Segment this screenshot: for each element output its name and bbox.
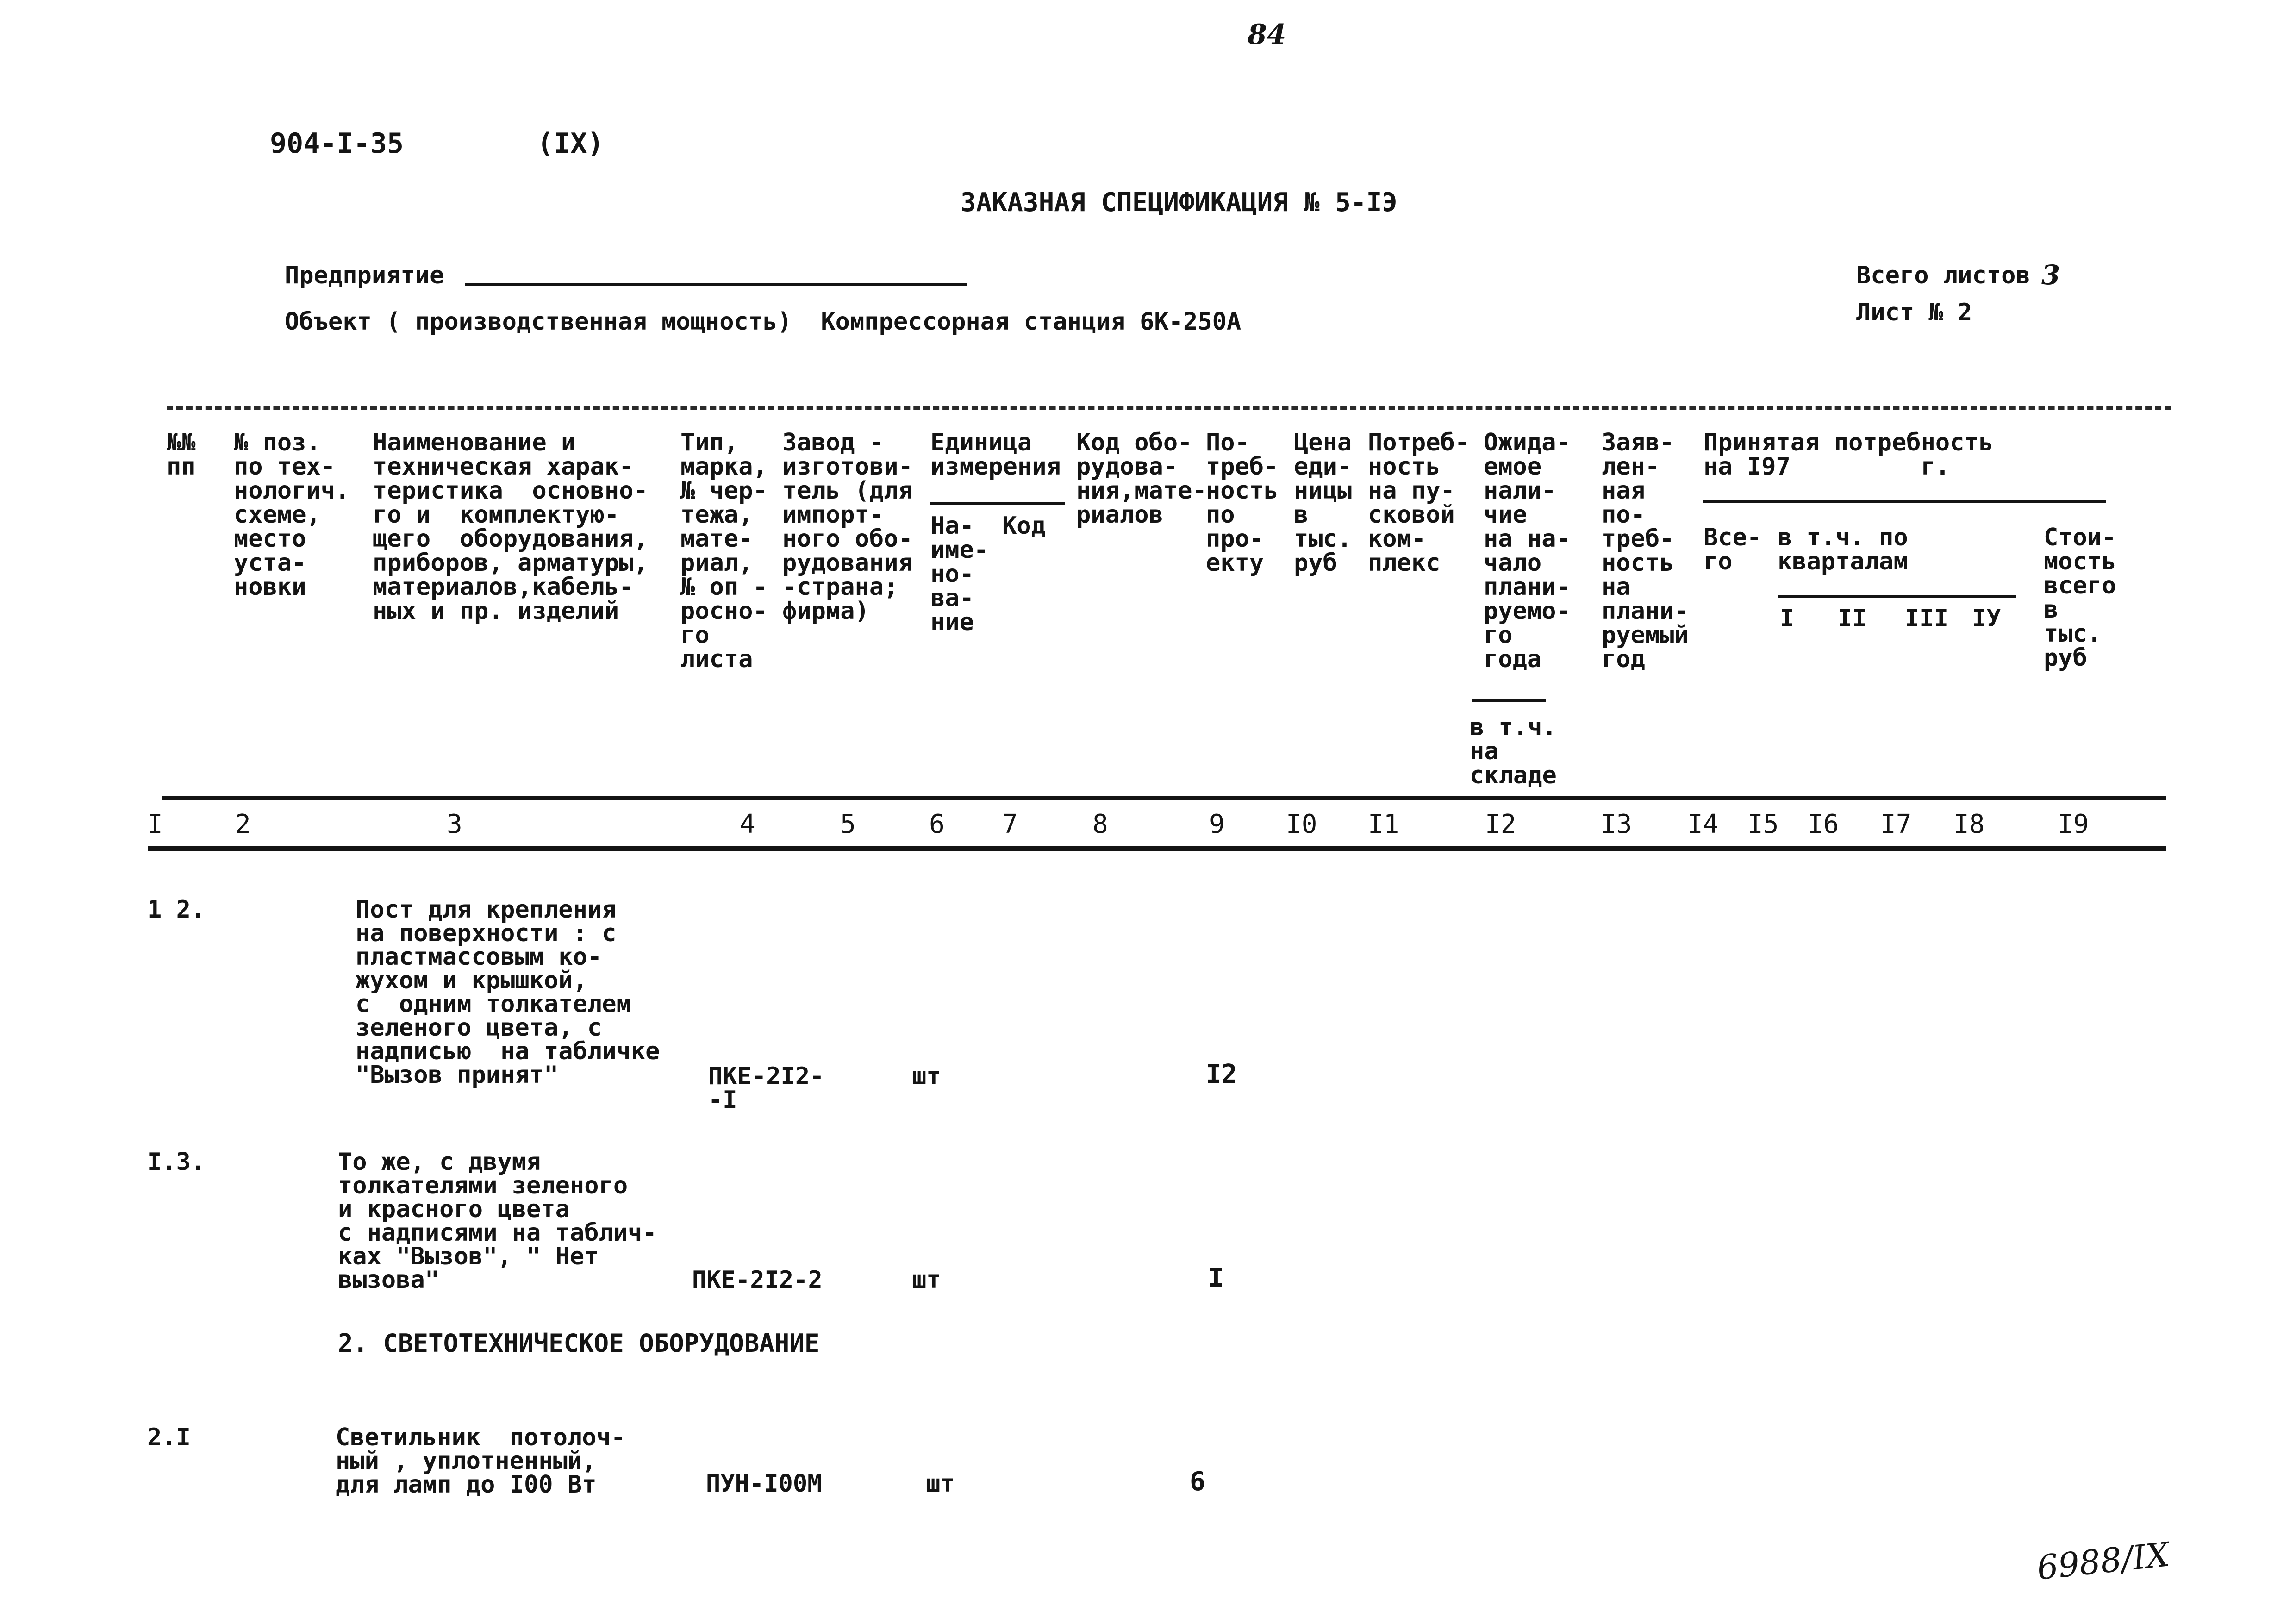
colnum-4: 4 — [740, 809, 755, 839]
colnum-11: I1 — [1368, 809, 1399, 839]
object-line: Объект ( производственная мощность) Компрессорная станция 6К-250А — [285, 308, 1242, 336]
row-1-quantity: I2 — [1206, 1059, 1237, 1089]
row-2-quantity: I — [1208, 1263, 1224, 1293]
col-row-number: №№ пп — [167, 429, 196, 481]
row-2-position: I.3. — [147, 1148, 206, 1176]
row-3-quantity: 6 — [1190, 1467, 1205, 1497]
total-sheets-value: 3 — [2041, 259, 2060, 291]
col-unit-group: Единица измерения — [930, 429, 1061, 481]
col-type-mark: Тип, марка, № чер- тежа, мате- риал, № оп - росно- го листа — [680, 429, 767, 673]
section-heading: 2. СВЕТОТЕХНИЧЕСКОЕ ОБОРУДОВАНИЕ — [338, 1329, 820, 1358]
album-number: (IX) — [537, 127, 604, 160]
row-1-unit: шт — [912, 1062, 941, 1090]
document-title: ЗАКАЗНАЯ СПЕЦИФИКАЦИЯ № 5-IЭ — [961, 187, 1398, 218]
row-2-name: То же, с двумя толкателями зеленого и красного цвета с надписями на таблич- ках "Вызов", " Нет вызова" — [338, 1148, 657, 1294]
col-accepted-need: Принятая потребность на I97 г. — [1703, 429, 1994, 481]
col-quarter-3: III — [1905, 605, 1948, 632]
colnum-19: I9 — [2058, 809, 2089, 839]
colnum-2: 2 — [235, 809, 251, 839]
project-code: 904-I-35 — [270, 127, 404, 160]
col-total-cost: Стои- мость всего в тыс. руб — [2044, 524, 2116, 672]
row-3-type: ПУН-I00М — [706, 1470, 822, 1498]
row-3-position: 2.I — [147, 1424, 191, 1451]
col-manufacturer: Завод - изготови- тель (для импорт- ного обо- рудования -страна; фирма) — [782, 429, 913, 625]
colnum-5: 5 — [840, 809, 856, 839]
colnum-17: I7 — [1880, 809, 1912, 839]
col-startup-need: Потреб- ность на пу- сковой ком- плекс — [1368, 429, 1470, 577]
col-declared-need: Заяв- лен- ная по- треб- ность на плани- руемый год — [1602, 429, 1689, 673]
accepted-need-rule — [1703, 500, 2106, 503]
row-1-type: ПКЕ-2I2- -I — [708, 1062, 824, 1114]
total-sheets-label: Всего листов — [1856, 262, 2030, 289]
colnum-12: I2 — [1485, 809, 1516, 839]
col-position: № поз. по тех- нологич. схеме, место уста- новки — [234, 429, 350, 601]
colnum-1: I — [147, 809, 163, 839]
col-in-warehouse: в т.ч. на складе — [1470, 713, 1557, 789]
colnum-7: 7 — [1002, 809, 1018, 839]
enterprise-fill-line — [465, 283, 967, 286]
col-accepted-total: Все- го — [1703, 524, 1762, 575]
unit-group-rule — [930, 502, 1065, 505]
col-equipment-code: Код обо- рудова- ния,мате- риалов — [1076, 429, 1207, 529]
colnum-8: 8 — [1092, 809, 1108, 839]
expected-stock-rule — [1472, 699, 1546, 702]
row-2-unit: шт — [912, 1266, 941, 1294]
col-quarter-4: IУ — [1972, 605, 2001, 632]
row-1-position: 1 2. — [147, 896, 206, 924]
page-number: 84 — [1248, 19, 1286, 51]
colnum-10: I0 — [1286, 809, 1317, 839]
col-quarters-label: в т.ч. по кварталам — [1778, 524, 1908, 575]
colnum-16: I6 — [1808, 809, 1839, 839]
enterprise-label: Предприятие — [285, 262, 444, 289]
row-2-type: ПКЕ-2I2-2 — [692, 1266, 823, 1294]
archive-stamp: 6988/IX — [2035, 1535, 2171, 1587]
row-3-name: Светильник потолоч- ный , уплотненный, для ламп до I00 Вт — [336, 1424, 626, 1499]
sheet-number: Лист № 2 — [1856, 299, 1972, 326]
col-unit-price: Цена еди- ницы в тыс. руб — [1294, 429, 1352, 577]
col-name-description: Наименование и техническая харак- теристика основно- го и комплектую- щего оборудования, приборов, арматуры, материалов,кабель- ных и пр. изделий — [373, 429, 648, 625]
col-project-need: По- треб- ность по про- екту — [1206, 429, 1279, 577]
col-quarter-2: II — [1838, 605, 1867, 632]
colnum-13: I3 — [1601, 809, 1632, 839]
row-1-name: Пост для крепления на поверхности : с пластмассовым ко- жухом и крышкой, с одним толкателем зеленого цвета, с надписью на табличке "Вызов принят" — [356, 896, 660, 1089]
colnum-6: 6 — [929, 809, 945, 839]
col-expected-stock: Ожида- емое нали- чие на на- чало плани- руемо- го года — [1484, 429, 1571, 673]
col-unit-name: На- име- но- ва- ние — [930, 512, 989, 636]
colnum-18: I8 — [1953, 809, 1985, 839]
colnum-15: I5 — [1747, 809, 1779, 839]
header-bottom-rule — [162, 796, 2166, 800]
col-quarter-1: I — [1780, 605, 1795, 632]
colnum-9: 9 — [1209, 809, 1225, 839]
numbers-bottom-rule — [148, 846, 2166, 851]
quarters-rule — [1778, 595, 2016, 598]
col-unit-code: Код — [1002, 512, 1046, 540]
row-3-unit: шт — [926, 1470, 955, 1498]
colnum-14: I4 — [1687, 809, 1719, 839]
table-top-rule — [167, 406, 2171, 410]
colnum-3: 3 — [447, 809, 462, 839]
